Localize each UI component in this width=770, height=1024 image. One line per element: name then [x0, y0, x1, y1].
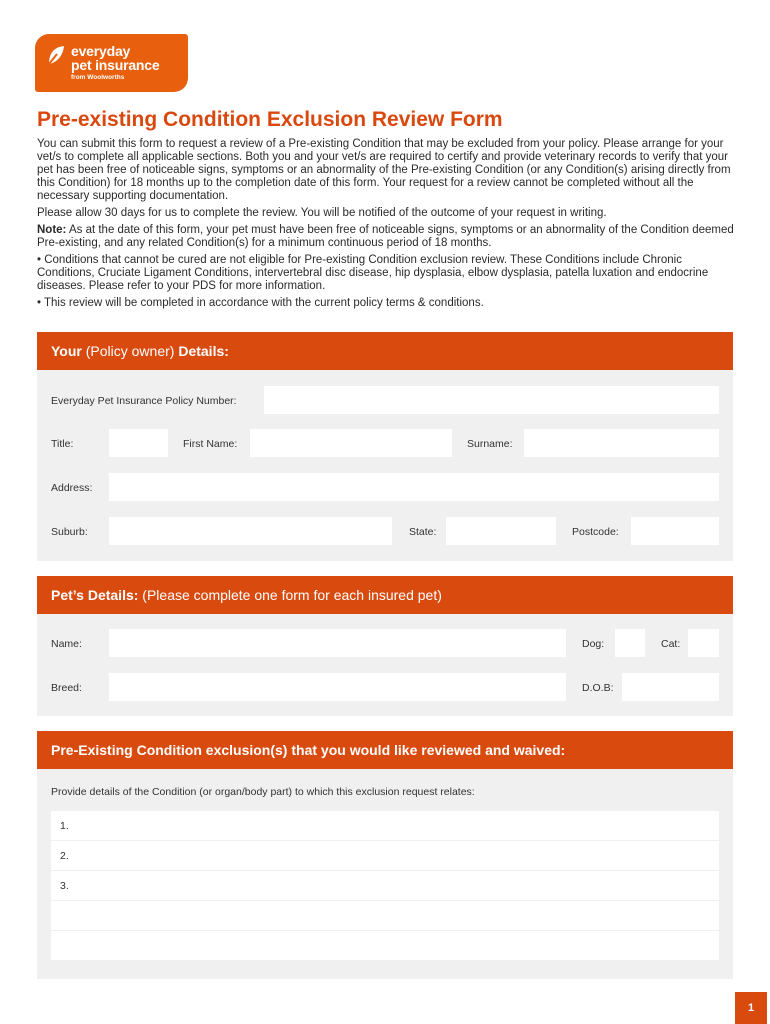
- condition-row-3[interactable]: [51, 871, 719, 900]
- title-label: Title:: [51, 438, 74, 450]
- logo-line-2: pet insurance: [71, 57, 160, 73]
- dog-label: Dog:: [582, 638, 605, 650]
- condition-row-number: 2.: [60, 850, 69, 862]
- pet-details-section: [37, 576, 733, 716]
- brand-logo: [35, 34, 188, 92]
- conditions-header: [37, 731, 733, 769]
- conditions-header-text: Pre-Existing Condition exclusion(s) that you would like reviewed and waived:: [51, 742, 566, 758]
- condition-row-number: 3.: [60, 880, 69, 892]
- state-label: State:: [409, 526, 437, 538]
- owner-details-section: [37, 332, 733, 561]
- intro-text: [37, 138, 737, 314]
- condition-row-2[interactable]: [51, 841, 719, 870]
- postcode-label: Postcode:: [572, 526, 619, 538]
- owner-header-details: Details:: [178, 343, 229, 359]
- suburb-label: Suburb:: [51, 526, 88, 538]
- surname-input[interactable]: [524, 429, 719, 457]
- intro-paragraph-1: You can submit this form to request a review of a Pre-existing Condition that may be excluded from your policy. Please arrange for your vet/s to complete all applicable sections. Both you and your vet/s are required to certify and provide veterinary records to verify that your pet has been free of noticeable signs, symptoms or an abnormality of the Pre-existing Condition (or any Condition(s) arising directly from this Condition) for 18 months up to the completion date of this form. Your request for a review cannot be completed without all the necessary supporting documentation.: [37, 138, 731, 202]
- leaf-icon: [45, 44, 67, 68]
- intro-bullet-2: • This review will be completed in accordance with the current policy terms & conditions.: [37, 297, 484, 309]
- policy-number-input[interactable]: [264, 386, 719, 414]
- condition-row-number: 1.: [60, 820, 69, 832]
- pet-header-title: Pet’s Details:: [51, 587, 139, 603]
- title-input[interactable]: [109, 429, 168, 457]
- conditions-prompt: Provide details of the Condition (or organ/body part) to which this exclusion request relates:: [51, 786, 475, 798]
- condition-row-1[interactable]: [51, 811, 719, 840]
- cat-label: Cat:: [661, 638, 681, 650]
- intro-bullet-1: • Conditions that cannot be cured are not eligible for Pre-existing Condition exclusion review. These Conditions include Chronic Conditions, Cruciate Ligament Conditions, intervertebral disc disease, hip dysplasia, elbow dysplasia, patella luxation and endocrine diseases. Please refer to your PDS for more information.: [37, 254, 709, 292]
- note-text: As at the date of this form, your pet must have been free of noticeable signs, symptoms or an abnormality of the Condition deemed Pre-existing, and any related Condition(s) for a minimum continuous period of 18 months.: [37, 224, 734, 249]
- first-name-label: First Name:: [183, 438, 238, 450]
- postcode-input[interactable]: [631, 517, 719, 545]
- owner-header-policy-owner: (Policy owner): [81, 343, 179, 359]
- address-label: Address:: [51, 482, 93, 494]
- address-input[interactable]: [109, 473, 719, 501]
- pet-header-note: (Please complete one form for each insured pet): [138, 587, 442, 603]
- logo-line-3: from Woolworths: [71, 74, 125, 81]
- dob-label: D.O.B:: [582, 682, 614, 694]
- conditions-section: [37, 731, 733, 979]
- state-input[interactable]: [446, 517, 556, 545]
- condition-row-5[interactable]: [51, 931, 719, 960]
- owner-header-your: Your: [51, 343, 82, 359]
- intro-paragraph-2: Please allow 30 days for us to complete the review. You will be notified of the outcome of your request in writing.: [37, 207, 607, 219]
- intro-note: [37, 224, 737, 250]
- suburb-input[interactable]: [109, 517, 392, 545]
- pet-details-header: [37, 576, 733, 614]
- surname-label: Surname:: [467, 438, 513, 450]
- pet-name-input[interactable]: [109, 629, 566, 657]
- owner-details-header: [37, 332, 733, 370]
- breed-label: Breed:: [51, 682, 82, 694]
- logo-line-1: everyday: [71, 43, 131, 59]
- condition-row-4[interactable]: [51, 901, 719, 930]
- breed-input[interactable]: [109, 673, 566, 701]
- pet-name-label: Name:: [51, 638, 82, 650]
- dog-checkbox[interactable]: [615, 629, 645, 657]
- first-name-input[interactable]: [250, 429, 452, 457]
- page-number: 1: [735, 992, 767, 1024]
- conditions-list: [51, 811, 719, 961]
- dob-input[interactable]: [622, 673, 719, 701]
- policy-number-label: Everyday Pet Insurance Policy Number:: [51, 395, 237, 407]
- note-label: Note:: [37, 224, 67, 236]
- page-title: Pre-existing Condition Exclusion Review Form: [37, 108, 503, 131]
- cat-checkbox[interactable]: [688, 629, 719, 657]
